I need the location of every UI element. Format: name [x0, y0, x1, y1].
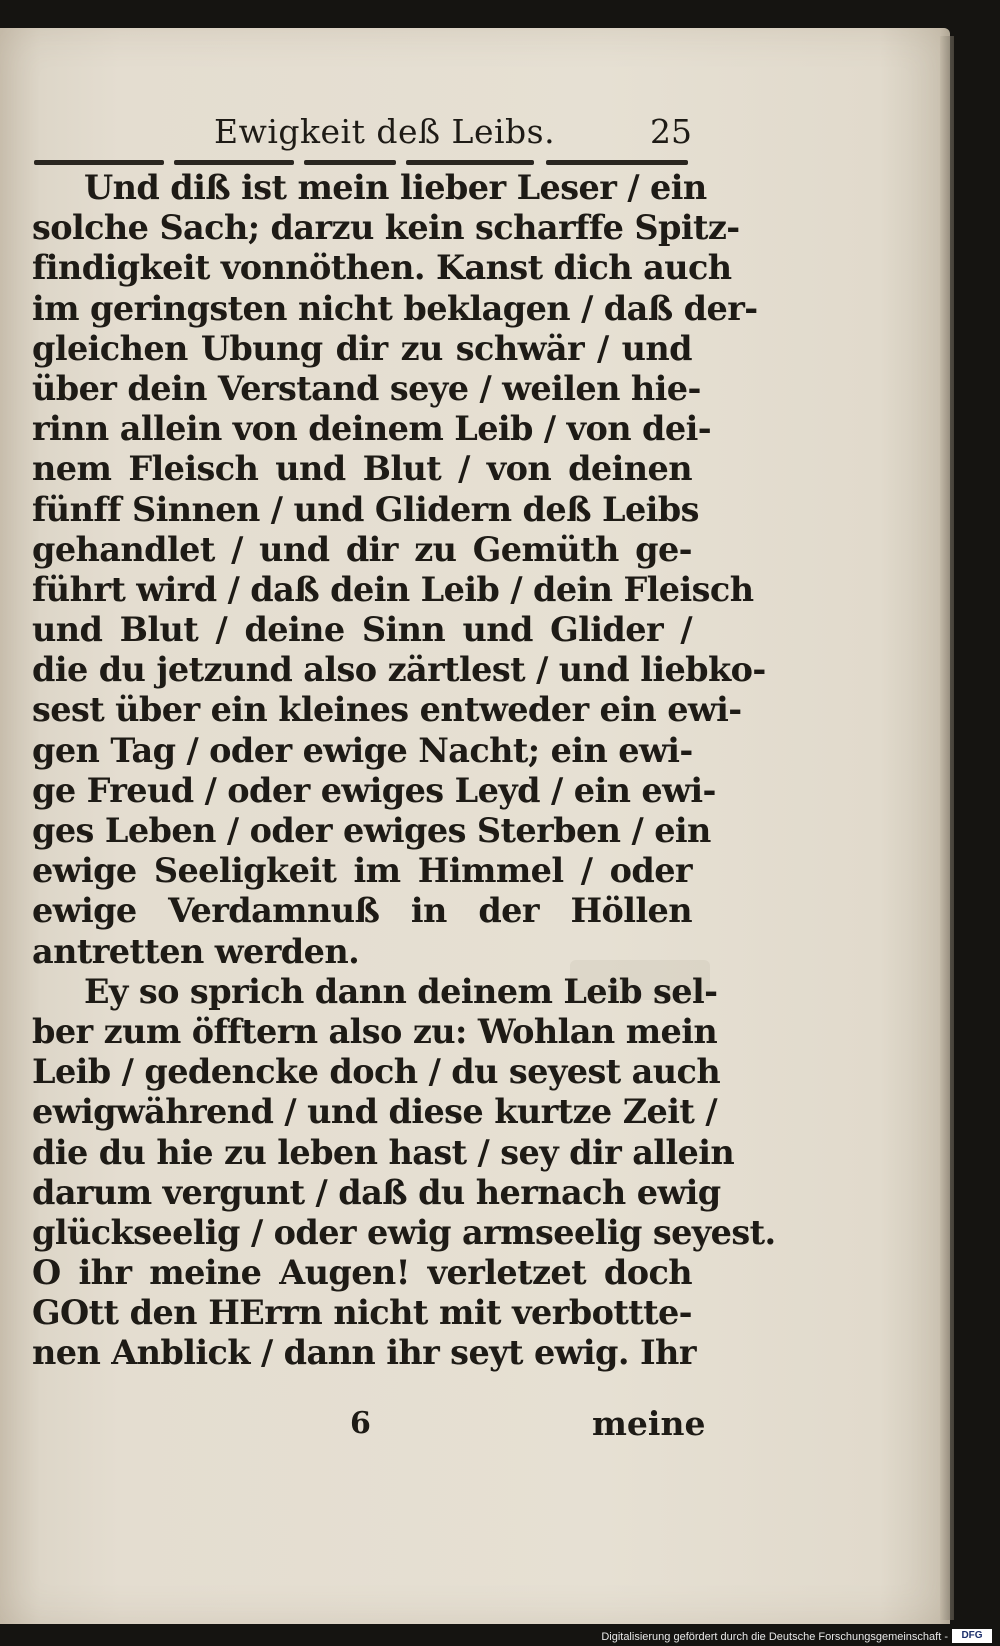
catchword: meine	[592, 1404, 706, 1443]
text-line: GOtt den HErrn nicht mit verbottte-	[32, 1293, 692, 1333]
text-line: gehandlet / und dir zu Gemüth ge-	[32, 529, 692, 569]
text-line: ges Leben / oder ewiges Sterben / ein	[32, 811, 711, 850]
text-line: nen Anblick / dann ihr seyt ewig. Ihr	[32, 1333, 696, 1373]
header-rule	[304, 160, 396, 165]
text-line: im geringsten nicht beklagen / daß der-	[32, 288, 758, 328]
text-line: solche Sach; darzu kein scharffe Spitz-	[32, 208, 740, 248]
text-line: Ey so sprich dann deinem Leib sel-	[84, 971, 718, 1011]
header-rule	[406, 160, 534, 165]
text-line: Und diß ist mein lieber Leser / ein	[84, 168, 707, 207]
text-line: rinn allein von deinem Leib / von dei-	[32, 409, 712, 449]
text-line: ewige Seeligkeit im Himmel / oder	[32, 851, 692, 891]
page-edge-shadow	[940, 36, 954, 1620]
text-line: Leib / gedencke doch / du seyest auch	[32, 1052, 721, 1092]
text-line: glückseelig / oder ewig armseelig seyest.	[32, 1212, 776, 1252]
text-line: gleichen Ubung dir zu schwär / und	[32, 328, 692, 368]
text-line: nem Fleisch und Blut / von deinen	[32, 449, 692, 489]
signature-mark: 6	[350, 1406, 371, 1441]
text-line: die du hie zu leben hast / sey dir allein	[32, 1132, 735, 1172]
text-line: darum vergunt / daß du hernach ewig	[32, 1172, 721, 1212]
text-line: ewige Verdamnuß in der Höllen	[32, 891, 692, 931]
text-line: findigkeit vonnöthen. Kanst dich auch	[32, 248, 732, 288]
dfg-logo: DFG	[952, 1629, 992, 1643]
text-line: über dein Verstand seye / weilen hie-	[32, 368, 701, 408]
text-line: gen Tag / oder ewige Nacht; ein ewi-	[32, 730, 693, 770]
text-line: führt wird / daß dein Leib / dein Fleisch	[32, 569, 754, 609]
header-rule	[546, 160, 688, 165]
text-line: O ihr meine Augen! verletzet doch	[32, 1253, 692, 1293]
running-title: Ewigkeit deß Leibs.	[214, 112, 556, 151]
text-line: ewigwährend / und diese kurtze Zeit /	[32, 1092, 717, 1132]
text-line: sest über ein kleines entweder ein ewi-	[32, 690, 742, 730]
digitization-credit: Digitalisierung gefördert durch die Deutsche Forschungsgemeinschaft -	[601, 1631, 948, 1643]
body-text	[32, 168, 776, 1374]
text-line: fünff Sinnen / und Glidern deß Leibs	[32, 489, 699, 529]
text-line: ber zum öfftern also zu: Wohlan mein	[32, 1011, 718, 1051]
header-rule	[34, 160, 164, 165]
text-line: ge Freud / oder ewiges Leyd / ein ewi-	[32, 770, 716, 810]
text-line: und Blut / deine Sinn und Glider /	[32, 610, 692, 650]
text-line: die du jetzund also zärtlest / und liebko-	[32, 650, 766, 690]
text-line: antretten werden.	[32, 931, 360, 971]
page-number: 25	[650, 112, 692, 151]
header-rule	[174, 160, 294, 165]
